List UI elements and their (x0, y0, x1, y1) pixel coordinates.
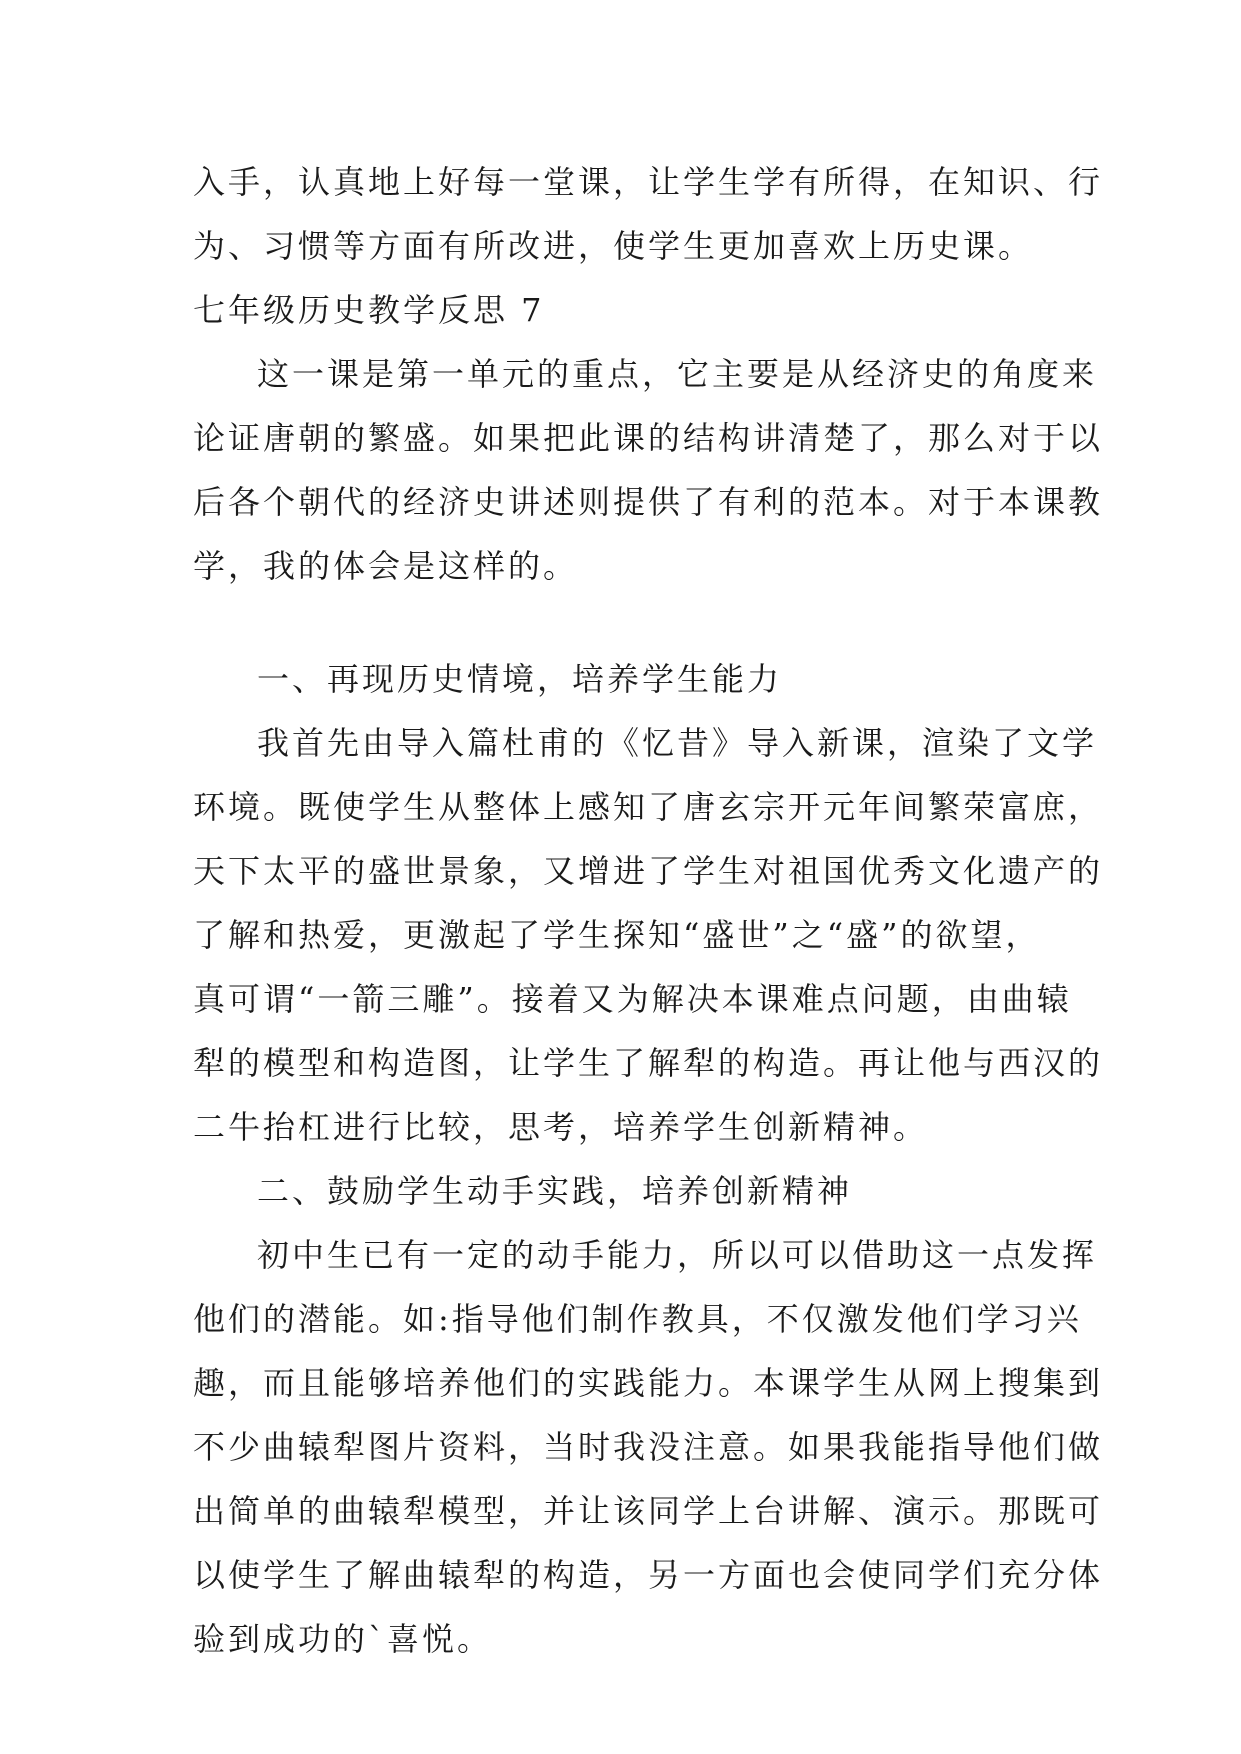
paragraph-line: 后各个朝代的经济史讲述则提供了有利的范本。对于本课教 (193, 483, 1104, 521)
paragraph-line: 不少曲辕犁图片资料，当时我没注意。如果我能指导他们做 (193, 1428, 1104, 1466)
paragraph-line: 以使学生了解曲辕犁的构造，另一方面也会使同学们充分体 (193, 1556, 1104, 1594)
paragraph-line: 入手，认真地上好每一堂课，让学生学有所得，在知识、行 (193, 163, 1104, 201)
paragraph-line: 为、习惯等方面有所改进，使学生更加喜欢上历史课。 (193, 227, 1034, 265)
paragraph-line: 出简单的曲辕犁模型，并让该同学上台讲解、演示。那既可 (193, 1492, 1104, 1530)
paragraph-line: 初中生已有一定的动手能力，所以可以借助这一点发挥 (257, 1236, 1098, 1274)
section-title: 七年级历史教学反思 7 (193, 291, 545, 329)
paragraph-line: 了解和热爱，更激起了学生探知“盛世”之“盛”的欲望， (193, 916, 1041, 954)
paragraph-line: 犁的模型和构造图，让学生了解犁的构造。再让他与西汉的 (193, 1044, 1104, 1082)
paragraph-line: 学，我的体会是这样的。 (193, 547, 579, 585)
subheading: 一、再现历史情境，培养学生能力 (257, 660, 783, 698)
paragraph-line: 验到成功的`喜悦。 (193, 1620, 493, 1658)
paragraph-line: 环境。既使学生从整体上感知了唐玄宗开元年间繁荣富庶， (193, 788, 1104, 826)
paragraph-line: 天下太平的盛世景象，又增进了学生对祖国优秀文化遗产的 (193, 852, 1104, 890)
paragraph-line: 我首先由导入篇杜甫的《忆昔》导入新课，渲染了文学 (257, 724, 1098, 762)
subheading: 二、鼓励学生动手实践，培养创新精神 (257, 1172, 853, 1210)
paragraph-line: 二牛抬杠进行比较，思考，培养学生创新精神。 (193, 1108, 929, 1146)
paragraph-line: 他们的潜能。如:指导他们制作教具，不仅激发他们学习兴 (193, 1300, 1082, 1338)
paragraph-line: 这一课是第一单元的重点，它主要是从经济史的角度来 (257, 355, 1098, 393)
paragraph-line: 论证唐朝的繁盛。如果把此课的结构讲清楚了，那么对于以 (193, 419, 1104, 457)
paragraph-line: 趣，而且能够培养他们的实践能力。本课学生从网上搜集到 (193, 1364, 1104, 1402)
paragraph-line: 真可谓“一箭三雕”。接着又为解决本课难点问题，由曲辕 (193, 980, 1072, 1018)
